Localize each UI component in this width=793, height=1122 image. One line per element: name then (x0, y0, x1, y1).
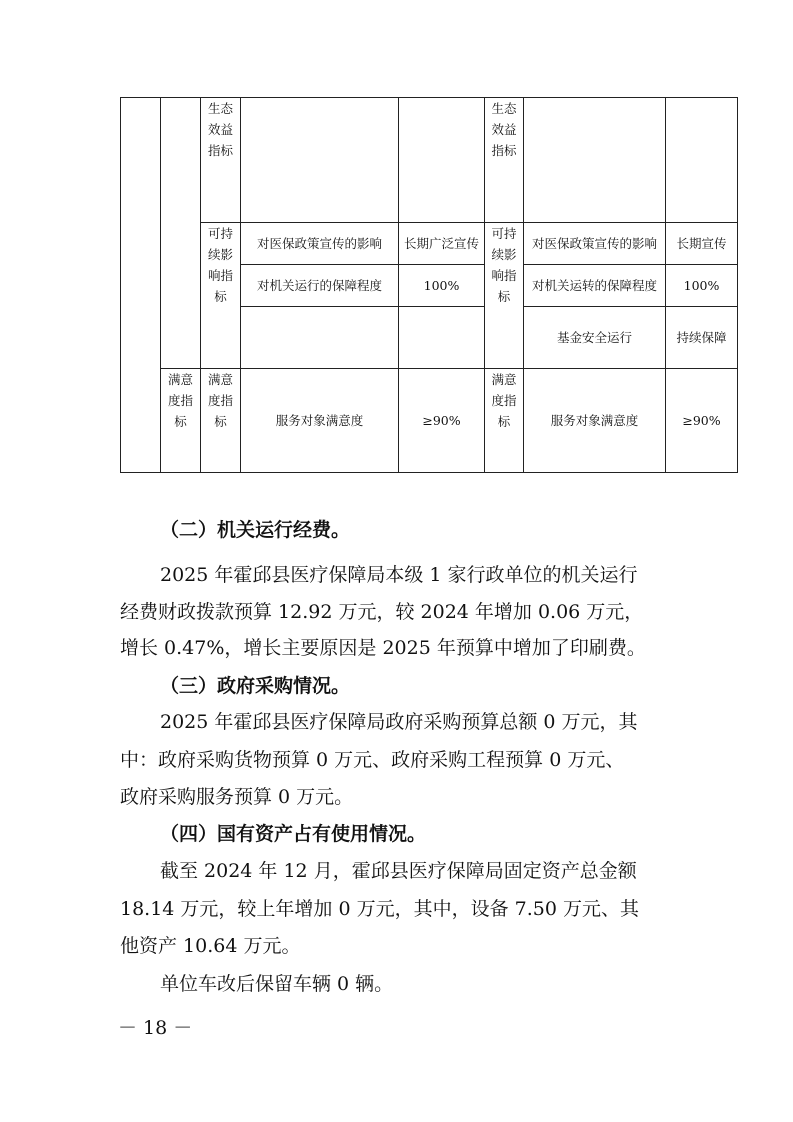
table-cell (241, 98, 399, 223)
paragraph-line: 中：政府采购货物预算 0 万元、政府采购工程预算 0 万元、 (120, 749, 625, 771)
paragraph-line: 2025 年霍邱县医疗保障局政府采购预算总额 0 万元，其 (160, 711, 638, 733)
sustainability-label-right: 可持续影响指标 (485, 223, 524, 369)
table-cell (241, 307, 399, 369)
page-number: － 18 － (118, 1017, 193, 1039)
table-cell (524, 98, 666, 223)
paragraph-line: 18.14 万元，较上年增加 0 万元，其中，设备 7.50 万元、其 (120, 898, 639, 920)
eco-label: 生态效益指标 (201, 98, 241, 223)
left-value: 长期广泛宣传 (399, 223, 485, 265)
right-item: 对医保政策宣传的影响 (524, 223, 666, 265)
right-item: 服务对象满意度 (524, 369, 666, 473)
right-item: 对机关运转的保障程度 (524, 265, 666, 307)
sustainability-label: 可持续影响指标 (201, 223, 241, 369)
paragraph-line: 2025 年霍邱县医疗保障局本级 1 家行政单位的机关运行 (160, 564, 638, 586)
paragraph-line: 他资产 10.64 万元。 (120, 935, 301, 957)
satisfaction-label: 满意度指标 (201, 369, 241, 473)
section-heading: （三）政府采购情况。 (160, 675, 351, 697)
paragraph-line: 政府采购服务预算 0 万元。 (120, 786, 354, 808)
left-item: 对机关运行的保障程度 (241, 265, 399, 307)
left-item: 对医保政策宣传的影响 (241, 223, 399, 265)
right-value: ≥90% (666, 369, 738, 473)
left-value: ≥90% (399, 369, 485, 473)
table-cell (399, 307, 485, 369)
table-cell (161, 98, 201, 369)
left-item: 服务对象满意度 (241, 369, 399, 473)
table-cell (666, 98, 738, 223)
table-cell (399, 98, 485, 223)
paragraph-line: 单位车改后保留车辆 0 辆。 (160, 973, 394, 995)
paragraph-line: 增长 0.47%，增长主要原因是 2025 年预算中增加了印刷费。 (120, 637, 646, 659)
performance-indicator-table (120, 97, 738, 473)
paragraph-line: 经费财政拨款预算 12.92 万元，较 2024 年增加 0.06 万元， (120, 601, 644, 623)
left-value: 100% (399, 265, 485, 307)
table-cell (121, 98, 161, 473)
section-heading: （四）国有资产占有使用情况。 (160, 823, 427, 845)
satisfaction-outer-label: 满意度指标 (161, 369, 201, 473)
satisfaction-label-right: 满意度指标 (485, 369, 524, 473)
paragraph-line: 截至 2024 年 12 月，霍邱县医疗保障局固定资产总金额 (160, 860, 637, 882)
right-item: 基金安全运行 (524, 307, 666, 369)
right-value: 持续保障 (666, 307, 738, 369)
section-heading: （二）机关运行经费。 (160, 519, 351, 541)
right-value: 长期宣传 (666, 223, 738, 265)
eco-label-right: 生态效益指标 (485, 98, 524, 223)
right-value: 100% (666, 265, 738, 307)
